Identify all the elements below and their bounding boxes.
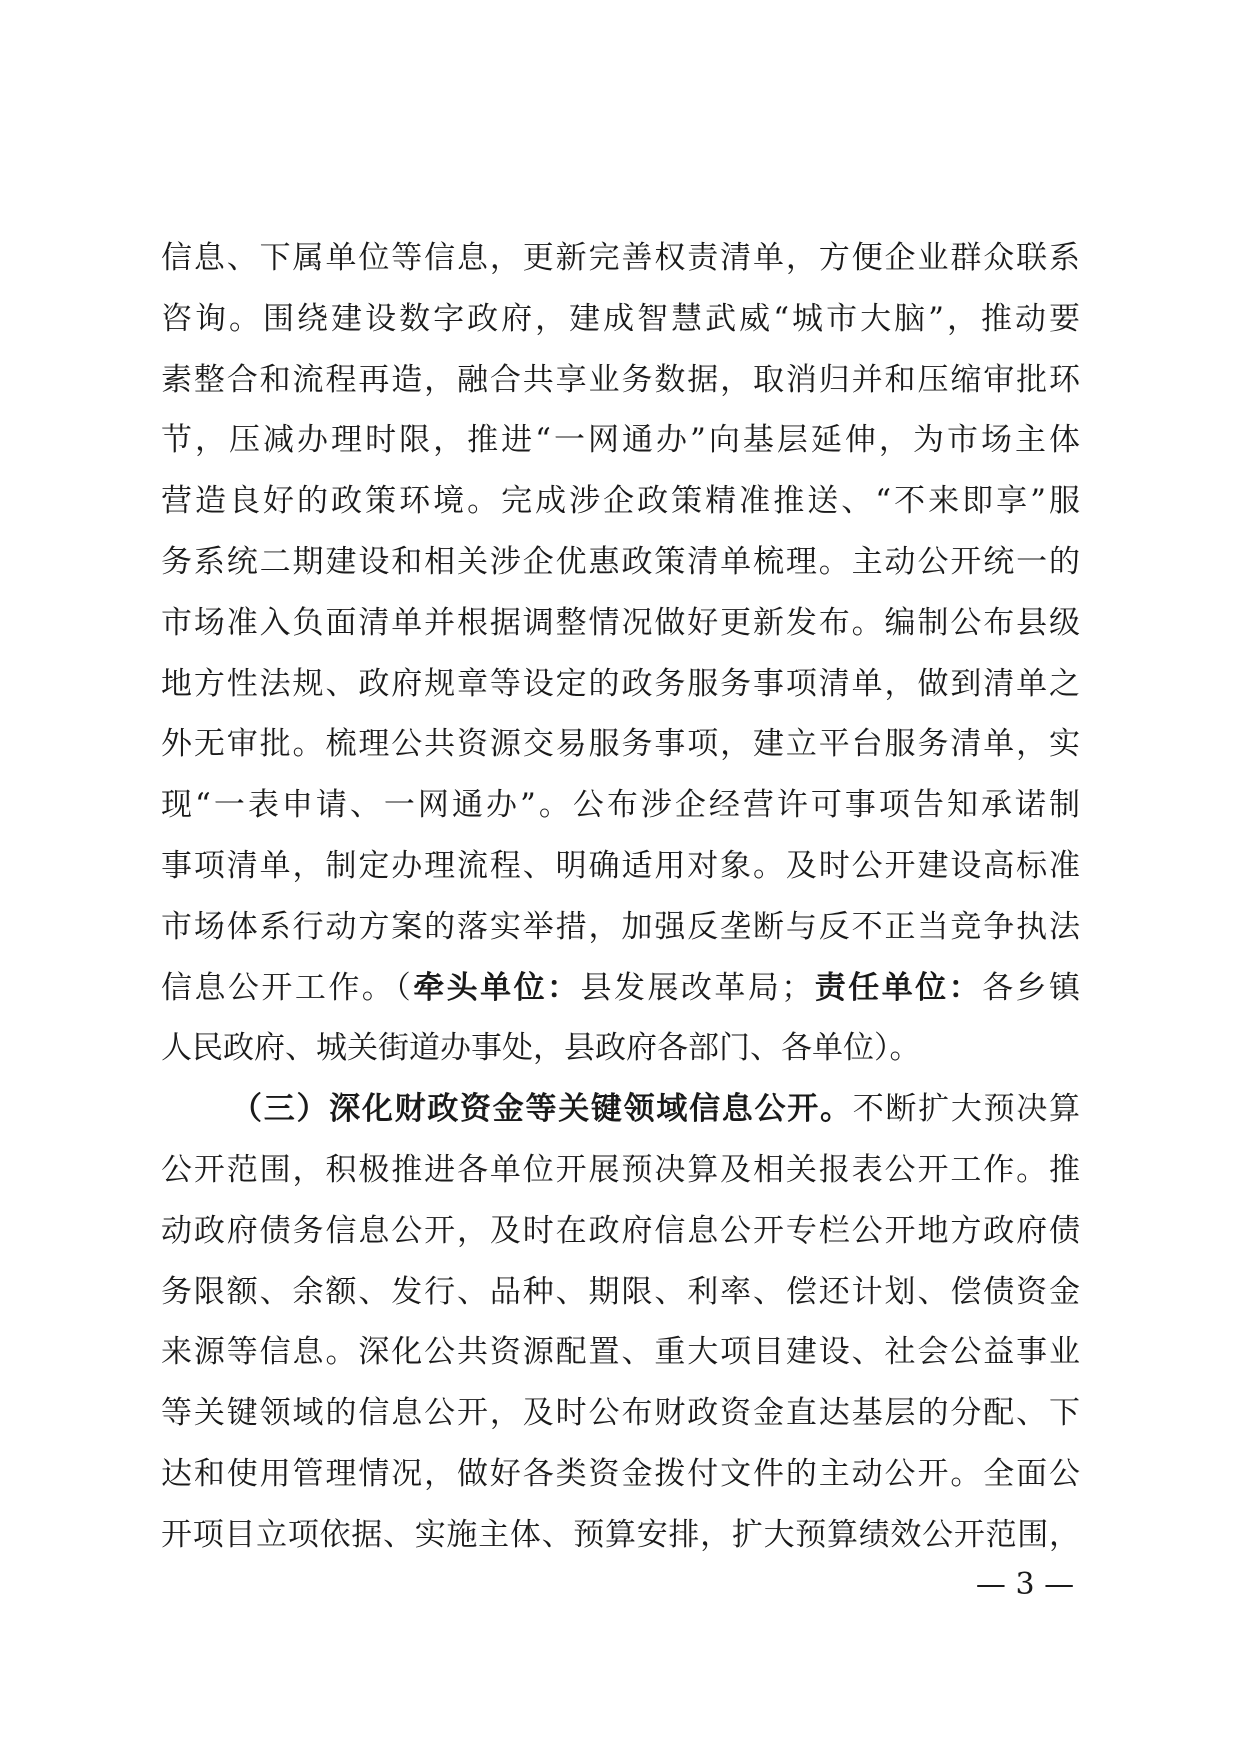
text-segment: 公开范围，积极推进各单位开展预决算及相关报表公开工作。推 xyxy=(161,1151,1080,1188)
text-line xyxy=(161,1201,1080,1262)
text-line xyxy=(161,532,1080,593)
text-segment: 达和使用管理情况，做好各类资金拨付文件的主动公开。全面公 xyxy=(161,1455,1080,1492)
page-number: — 3 — xyxy=(975,1567,1075,1602)
text-line xyxy=(161,1140,1080,1201)
text-line xyxy=(161,958,1080,1019)
text-segment: 节，压减办理时限，推进“一网通办”向基层延伸，为市场主体 xyxy=(161,422,1080,459)
bold-text-segment: 牵头单位： xyxy=(413,969,581,1006)
text-line xyxy=(161,1079,1080,1140)
text-segment: 事项清单，制定办理流程、明确适用对象。及时公开建设高标准 xyxy=(161,847,1080,884)
text-segment: 不断扩大预决算 xyxy=(852,1091,1080,1128)
text-segment: 咨询。围绕建设数字政府，建成智慧武威“城市大脑”，推动要 xyxy=(161,300,1080,337)
text-segment: 市场体系行动方案的落实举措，加强反垄断与反不正当竞争执法 xyxy=(161,908,1080,945)
text-segment: 来源等信息。深化公共资源配置、重大项目建设、社会公益事业 xyxy=(161,1334,1080,1371)
text-line xyxy=(161,714,1080,775)
text-line xyxy=(161,410,1080,471)
text-segment: 外无审批。梳理公共资源交易服务事项，建立平台服务清单，实 xyxy=(161,726,1080,763)
text-segment: 动政府债务信息公开，及时在政府信息公开专栏公开地方政府债 xyxy=(161,1212,1080,1249)
text-segment: 地方性法规、政府规章等设定的政务服务事项清单，做到清单之 xyxy=(161,665,1080,702)
text-line xyxy=(161,775,1080,836)
text-line xyxy=(161,1262,1080,1323)
text-segment: 营造良好的政策环境。完成涉企政策精准推送、“不来即享”服 xyxy=(161,483,1080,520)
text-segment: 市场准入负面清单并根据调整情况做好更新发布。编制公布县级 xyxy=(161,604,1080,641)
bold-text-segment: 责任单位： xyxy=(812,969,983,1006)
bold-text-segment: （三）深化财政资金等关键领域信息公开。 xyxy=(231,1091,853,1128)
text-segment: 务限额、余额、发行、品种、期限、利率、偿还计划、偿债资金 xyxy=(161,1273,1080,1310)
body-text xyxy=(161,228,1080,1566)
text-line xyxy=(161,1383,1080,1444)
text-line xyxy=(161,593,1080,654)
text-segment: 各乡镇 xyxy=(982,969,1080,1006)
text-segment: 务系统二期建设和相关涉企优惠政策清单梳理。主动公开统一的 xyxy=(161,543,1080,580)
text-segment: 现“一表申请、一网通办”。公布涉企经营许可事项告知承诺制 xyxy=(161,787,1080,824)
text-line xyxy=(161,289,1080,350)
text-line xyxy=(161,897,1080,958)
text-segment: 县发展改革局； xyxy=(580,969,813,1006)
text-segment: 信息公开工作。（ xyxy=(161,969,414,1006)
text-line xyxy=(161,350,1080,411)
text-line xyxy=(161,1505,1080,1566)
text-segment: 等关键领域的信息公开，及时公布财政资金直达基层的分配、下 xyxy=(161,1395,1080,1432)
text-line xyxy=(161,471,1080,532)
text-line xyxy=(161,654,1080,715)
text-line xyxy=(161,836,1080,897)
text-segment: 人民政府、城关街道办事处，县政府各部门、各单位）。 xyxy=(161,1030,921,1067)
text-segment: 开项目立项依据、实施主体、预算安排，扩大预算绩效公开范围， xyxy=(161,1516,1080,1553)
text-line xyxy=(161,1322,1080,1383)
text-line xyxy=(161,228,1080,289)
text-line xyxy=(161,1444,1080,1505)
text-segment: 信息、下属单位等信息，更新完善权责清单，方便企业群众联系 xyxy=(161,240,1080,276)
text-segment: 素整合和流程再造，融合共享业务数据，取消归并和压缩审批环 xyxy=(161,361,1080,398)
text-line xyxy=(161,1018,1080,1079)
